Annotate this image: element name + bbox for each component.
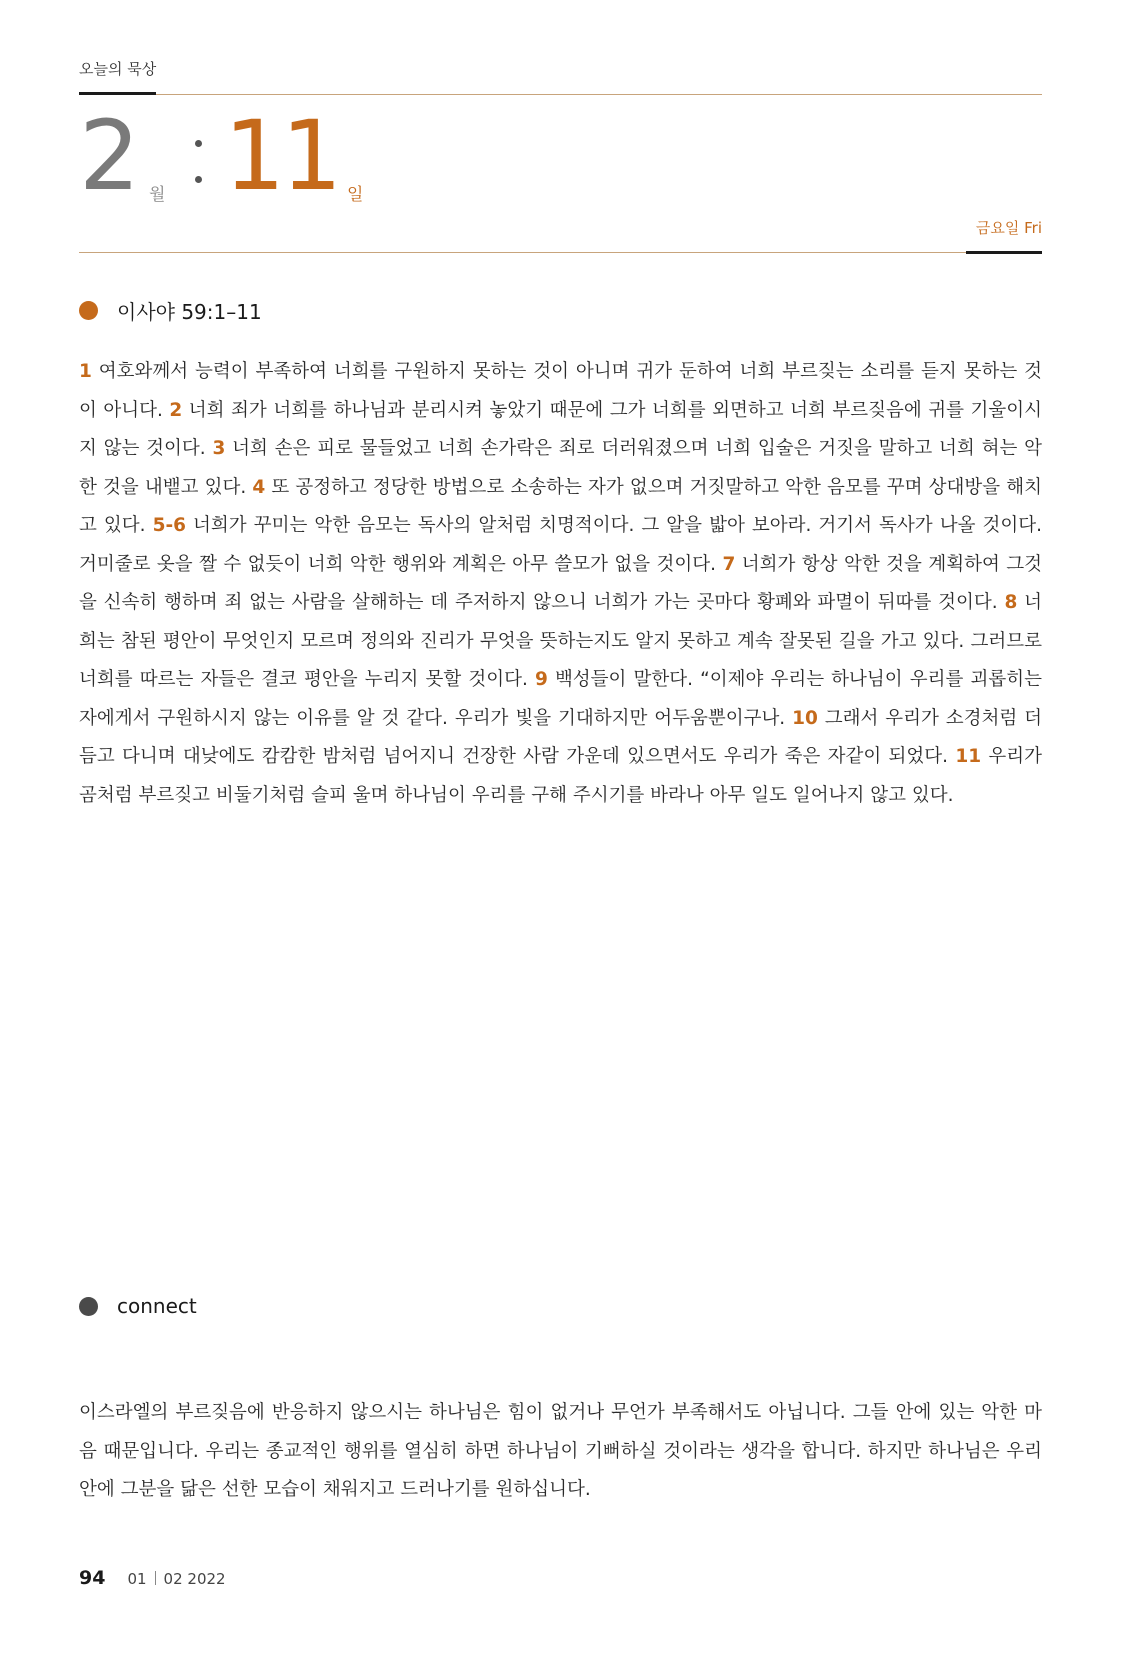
top-divider [79,94,1042,95]
issue-label [127,1570,225,1588]
section-label: 오늘의 묵상 [79,60,157,78]
verse-number: 9 [534,669,548,690]
verse-text: 너희 죄가 너희를 하나님과 분리시켜 놓았기 때문에 그가 너희를 외면하고 너희 부르짖음에 귀를 기울이시지 않는 것이다. [79,399,1042,459]
verse-text: 그래서 우리가 소경처럼 더듬고 다니며 대낮에도 캄캄한 밤처럼 넘어지니 건장한 사람 가운데 있으면서도 우리가 죽은 자같이 되었다. [79,707,1043,767]
page-footer [79,1567,226,1589]
verse-number: 4 [252,476,266,498]
day-unit: 일 [347,185,364,205]
verse-text: 너희는 참된 평안이 무엇인지 모르며 정의와 진리가 무엇을 뜻하는지도 알지 못하고 계속 잘못된 길을 가고 있다. 그러므로 너희를 따르는 자들은 결코 평안을 누리지 못할 것이다. [79,592,1042,690]
day-number: 11 [224,100,339,212]
scripture-heading [79,296,262,325]
connect-title: connect [117,1294,197,1318]
date-colon [195,140,205,186]
verse-text: 너희 손은 피로 물들었고 너희 손가락은 죄로 더러워졌으며 너희 입술은 거짓을 말하고 너희 혀는 악한 것을 내뱉고 있다. [79,438,1042,498]
verse-text: 백성들이 말한다. “이제야 우리는 하나님이 우리를 괴롭히는 자에게서 구원하시지 않는 이유를 알 것 같다. 우리가 빛을 기대하지만 어두움뿐이구나. [79,669,1042,729]
bullet-dot-icon [79,1297,98,1316]
verse-text: 우리가 곰처럼 부르짖고 비둘기처럼 슬피 울며 하나님이 우리를 구해 주시기를 바라나 아무 일도 일어나지 않고 있다. [79,746,1042,806]
verse-number: 7 [722,553,736,575]
bullet-dot-icon [79,301,98,320]
date-display [79,100,579,212]
connect-heading [79,1294,197,1318]
connect-body: 이스라엘의 부르짖음에 반응하지 않으시는 하나님은 힘이 없거나 무언가 부족해서도 아닙니다. 그들 안에 있는 악한 마음 때문입니다. 우리는 종교적인 행위를 열심히 하면 하나님이 기뻐하실 것이라는 생각을 합니다. 하지만 하나님은 우리 안에 그분을 닮은 선한 모습이 채워지고 드러나기를 원하십니다. [79,1402,1042,1500]
verse-number: 8 [1004,592,1018,613]
issue-separator [155,1571,156,1585]
issue-month-end: 02 2022 [163,1570,226,1588]
verse-text: 너희가 항상 악한 것을 계획하여 그것을 신속히 행하며 죄 없는 사람을 살해하는 데 주저하지 않으니 너희가 가는 곳마다 황폐와 파멸이 뒤따를 것이다. [79,553,1042,613]
verse-text: 너희가 꾸미는 악한 음모는 독사의 알처럼 치명적이다. 그 알을 밟아 보아라. 거기서 독사가 나올 것이다. 거미줄로 옷을 짤 수 없듯이 너희 악한 행위와 계획은 아무 쓸모가 없을 것이다. [79,515,1042,575]
month-unit: 월 [149,185,166,205]
page-number: 94 [79,1567,106,1589]
verse-number: 1 [79,361,92,382]
verse-number: 2 [169,399,183,421]
verse-number: 10 [792,707,818,729]
issue-month-start: 01 [127,1570,147,1588]
scripture-passage [79,353,1042,815]
top-divider-accent [79,92,156,95]
scripture-reference: 이사야 59:1–11 [117,300,262,324]
verse-text: 여호와께서 능력이 부족하여 너희를 구원하지 못하는 것이 아니며 귀가 둔하여 너희 부르짖는 소리를 듣지 못하는 것이 아니다. [79,361,1042,421]
verse-text: 또 공정하고 정당한 방법으로 소송하는 자가 없으며 거짓말하고 악한 음모를 꾸며 상대방을 해치고 있다. [79,476,1042,536]
weekday-label: 금요일 Fri [975,219,1042,237]
month-number: 2 [79,100,139,212]
verse-number: 3 [212,438,226,459]
header-divider-accent [966,251,1042,254]
verse-number: 11 [955,746,982,767]
header-divider [79,252,1042,253]
verse-number: 5-6 [152,515,187,536]
